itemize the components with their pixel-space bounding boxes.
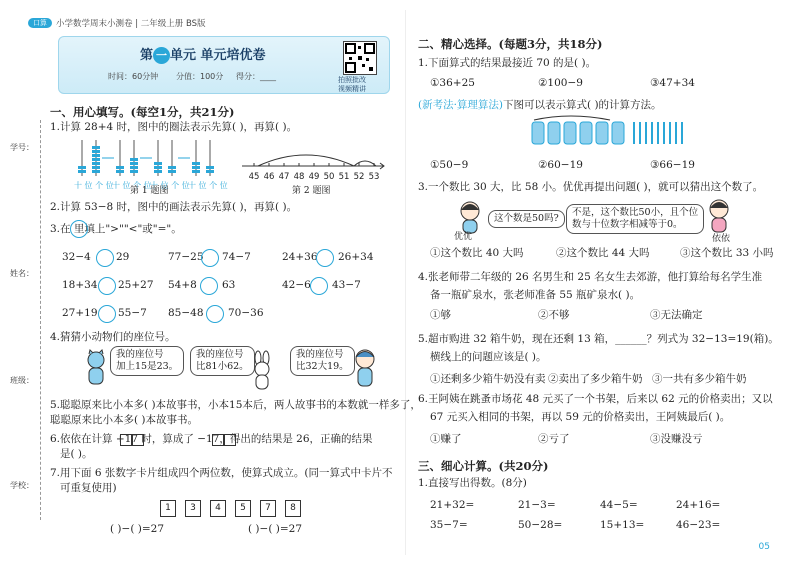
- question-5-line-1: 5.聪聪原来比小本多( )本故事书，小本15本后，两人故事书的本数就一样多了，: [50, 399, 421, 411]
- class-label: 班级：: [10, 376, 34, 385]
- option[interactable]: ①还剩多少箱牛奶没有卖: [430, 373, 546, 385]
- compare-circle[interactable]: [316, 249, 334, 267]
- section-3-heading: 三、细心计算。(共20分): [418, 459, 549, 473]
- number-line-tick: 51: [338, 172, 350, 182]
- abacus-label: 十 位 个 位: [150, 181, 190, 190]
- abacus-label: 十 位 个 位: [74, 181, 114, 190]
- series-title: 小学数学周末小测卷 | 二年级上册 BS版: [56, 19, 206, 29]
- character-name: 优优: [454, 232, 473, 242]
- number-line-tick: 50: [323, 172, 335, 182]
- unit-title-text: 单元 单元培优卷: [170, 48, 266, 63]
- school-label: 学校：: [10, 481, 34, 490]
- equation-blank-2[interactable]: ( )−( )=27: [248, 523, 303, 535]
- character-name: 依依: [712, 234, 731, 244]
- choice-question-1: 1.下面算式的结果最接近 70 的是( )。: [418, 57, 597, 69]
- series-logo: 口算: [28, 18, 52, 28]
- compare-expression: 25+27: [118, 279, 154, 291]
- sticks-figure: [530, 118, 694, 157]
- compare-expression: 85−48: [168, 307, 204, 319]
- abacus-label: 十 位 个 位: [112, 181, 152, 190]
- question-7-line-2: 可重复使用): [60, 482, 117, 494]
- compare-circle[interactable]: [98, 305, 116, 323]
- section-2-heading: 二、精心选择。(每题3分，共18分): [418, 37, 603, 51]
- compare-circle[interactable]: [201, 249, 219, 267]
- option[interactable]: ③一共有多少箱牛奶: [652, 373, 747, 385]
- qr-code[interactable]: [343, 41, 377, 75]
- number-line-figure: [238, 150, 388, 187]
- option[interactable]: ①36+25: [430, 77, 475, 89]
- obtained-score-label: 得分：____: [236, 72, 276, 81]
- score-label: 分值：100分: [176, 72, 224, 81]
- number-card[interactable]: 8: [285, 500, 301, 517]
- calc-item[interactable]: 46−23=: [676, 519, 721, 531]
- compare-expression: 43−7: [332, 279, 361, 291]
- unit-title: [140, 44, 266, 64]
- name-label: 姓名：: [10, 269, 34, 278]
- compare-expression: 54+8: [168, 279, 197, 291]
- compare-expression: 42−6: [282, 279, 311, 291]
- compare-expression: 29: [116, 251, 130, 263]
- question-3: 3.在 里填上">""<"或"="。: [50, 223, 182, 235]
- calc-item[interactable]: 15+13=: [600, 519, 645, 531]
- equation-blank-1[interactable]: ( )−( )=27: [110, 523, 165, 535]
- compare-expression: 26+34: [338, 251, 374, 263]
- option[interactable]: ③没赚没亏: [650, 433, 703, 445]
- question-5-line-2: 聪聪原来比小本多( )本故事书。: [50, 414, 199, 426]
- choice-question-6-line-1: 6.王阿姨在跳蚤市场花 48 元买了一个书架，后来以 62 元的价格卖出；又以: [418, 393, 773, 405]
- speech-bubble: 我的座位号 比32大19。: [290, 346, 355, 376]
- number-card[interactable]: 3: [185, 500, 201, 517]
- abacus-label: 十 位 个 位: [188, 181, 228, 190]
- choice-question-4-line-1: 4.张老师带二年级的 26 名男生和 25 名女生去郊游，他打算给每名学生准: [418, 271, 763, 283]
- option[interactable]: ①赚了: [430, 433, 462, 445]
- calc-item[interactable]: 21+32=: [430, 499, 475, 511]
- section-1-heading: 一、用心填写。(每空1分，共21分): [50, 105, 235, 119]
- calc-item[interactable]: 24+16=: [676, 499, 721, 511]
- number-line-tick: 46: [263, 172, 275, 182]
- speech-bubble: 我的座位号 加上15是23。: [110, 346, 184, 376]
- question-6-line-1: 6.依依在计算 +17 时，算成了 −17，得出的结果是 26，正确的结果: [50, 433, 373, 445]
- compare-expression: 32−4: [62, 251, 91, 263]
- qr-caption: 拍照批改 视频精讲: [338, 76, 366, 93]
- choice-question-3: 3.一个数比 30 大，比 58 小。优优再提出问题( )，就可以猜出这个数了。: [418, 181, 764, 193]
- compare-expression: 70−36: [228, 307, 264, 319]
- calc-item[interactable]: 50−28=: [518, 519, 563, 531]
- question-7-line-1: 7.用下面 6 张数字卡片组成四个两位数，使算式成立。(同一算式中卡片不: [50, 467, 393, 479]
- rabbit-illustration: [250, 352, 274, 393]
- compare-expression: 77−25: [168, 251, 204, 263]
- digit-box[interactable]: [212, 434, 224, 446]
- figure-1-caption: 第 1 题图: [130, 186, 169, 196]
- choice-question-6-line-2: 67 元买入相同的书架，再以 59 元的价格卖出，王阿姨最后( )。: [430, 411, 731, 423]
- number-line-tick: 52: [353, 172, 365, 182]
- question-6-line-2: 是( )。: [60, 448, 93, 460]
- compare-expression: 55−7: [118, 307, 147, 319]
- boy-illustration: [352, 348, 378, 391]
- number-line-tick: 48: [293, 172, 305, 182]
- number-card[interactable]: 1: [160, 500, 176, 517]
- calc-question-1: 1.直接写出得数。(8分): [418, 477, 527, 489]
- choice-question-4-line-2: 备一瓶矿泉水，张老师准备 55 瓶矿泉水( )。: [430, 289, 641, 301]
- option[interactable]: ③66−19: [650, 159, 695, 171]
- question-tag: (新考法·算理算法): [418, 99, 504, 111]
- compare-expression: 27+19: [62, 307, 98, 319]
- unit-number: 一: [153, 47, 170, 64]
- compare-expression: 24+36: [282, 251, 318, 263]
- figure-2-caption: 第 2 题图: [292, 186, 331, 196]
- number-line-tick: 45: [248, 172, 260, 182]
- option[interactable]: ②不够: [538, 309, 570, 321]
- compare-expression: 74−7: [222, 251, 251, 263]
- number-card[interactable]: 5: [235, 500, 251, 517]
- page-number: 05: [758, 542, 770, 552]
- digit-box[interactable]: [132, 434, 144, 446]
- compare-expression: 18+34: [62, 279, 98, 291]
- compare-circle[interactable]: [206, 305, 224, 323]
- option[interactable]: ③这个数比 33 小吗: [680, 247, 774, 259]
- answer-circle[interactable]: [70, 220, 88, 238]
- option[interactable]: ③47+34: [650, 77, 695, 89]
- option[interactable]: ②亏了: [538, 433, 570, 445]
- choice-question-5-line-1: 5.超市购进 32 箱牛奶，现在还剩 13 箱，______？列式为 32−13=19(箱)。: [418, 333, 779, 345]
- option[interactable]: ①够: [430, 309, 451, 321]
- number-line-tick: 47: [278, 172, 290, 182]
- question-4: 4.猜猜小动物们的座位号。: [50, 331, 176, 343]
- digit-box[interactable]: [224, 434, 236, 446]
- column-divider: [405, 10, 406, 555]
- choice-question-2: [418, 98, 662, 112]
- speech-bubble: 这个数是50吗?: [488, 210, 565, 228]
- compare-expression: 63: [222, 279, 236, 291]
- number-cards: [160, 500, 310, 517]
- unit-prefix: 第: [140, 48, 154, 63]
- calc-item[interactable]: 44−5=: [600, 499, 638, 511]
- compare-circle[interactable]: [96, 249, 114, 267]
- calc-item[interactable]: 35−7=: [430, 519, 468, 531]
- cat-illustration: [84, 350, 108, 389]
- speech-bubble: 我的座位号 比81小62。: [190, 346, 255, 376]
- option[interactable]: ③无法确定: [650, 309, 703, 321]
- option[interactable]: ②卖出了多少箱牛奶: [548, 373, 643, 385]
- question-1: 1.计算 28+4 时，图中的圈法表示先算( )，再算( )。: [50, 121, 298, 133]
- option[interactable]: ②这个数比 44 大吗: [556, 247, 650, 259]
- option[interactable]: ②100−9: [538, 77, 583, 89]
- digit-box[interactable]: [120, 434, 132, 446]
- number-line-tick: 53: [368, 172, 380, 182]
- option[interactable]: ②60−19: [538, 159, 583, 171]
- option[interactable]: ①这个数比 40 大吗: [430, 247, 524, 259]
- compare-circle[interactable]: [310, 277, 328, 295]
- choice-question-2-text: 下图可以表示算式( )的计算方法。: [503, 99, 662, 111]
- time-label: 时间：60分钟: [108, 72, 159, 81]
- number-line-tick: 49: [308, 172, 320, 182]
- option[interactable]: ①50−9: [430, 159, 469, 171]
- binding-line: [40, 120, 41, 520]
- number-card[interactable]: 7: [260, 500, 276, 517]
- calc-item[interactable]: 21−3=: [518, 499, 556, 511]
- question-2: 2.计算 53−8 时，图中的画法表示先算( )，再算( )。: [50, 201, 298, 213]
- speech-bubble: 不是，这个数比50小，且个位 数与十位数字相减等于0。: [566, 204, 704, 234]
- compare-circle[interactable]: [98, 277, 116, 295]
- number-card[interactable]: 4: [210, 500, 226, 517]
- choice-question-5-line-2: 横线上的问题应该是( )。: [430, 351, 547, 363]
- compare-circle[interactable]: [200, 277, 218, 295]
- seat-label: 学号：: [10, 143, 34, 152]
